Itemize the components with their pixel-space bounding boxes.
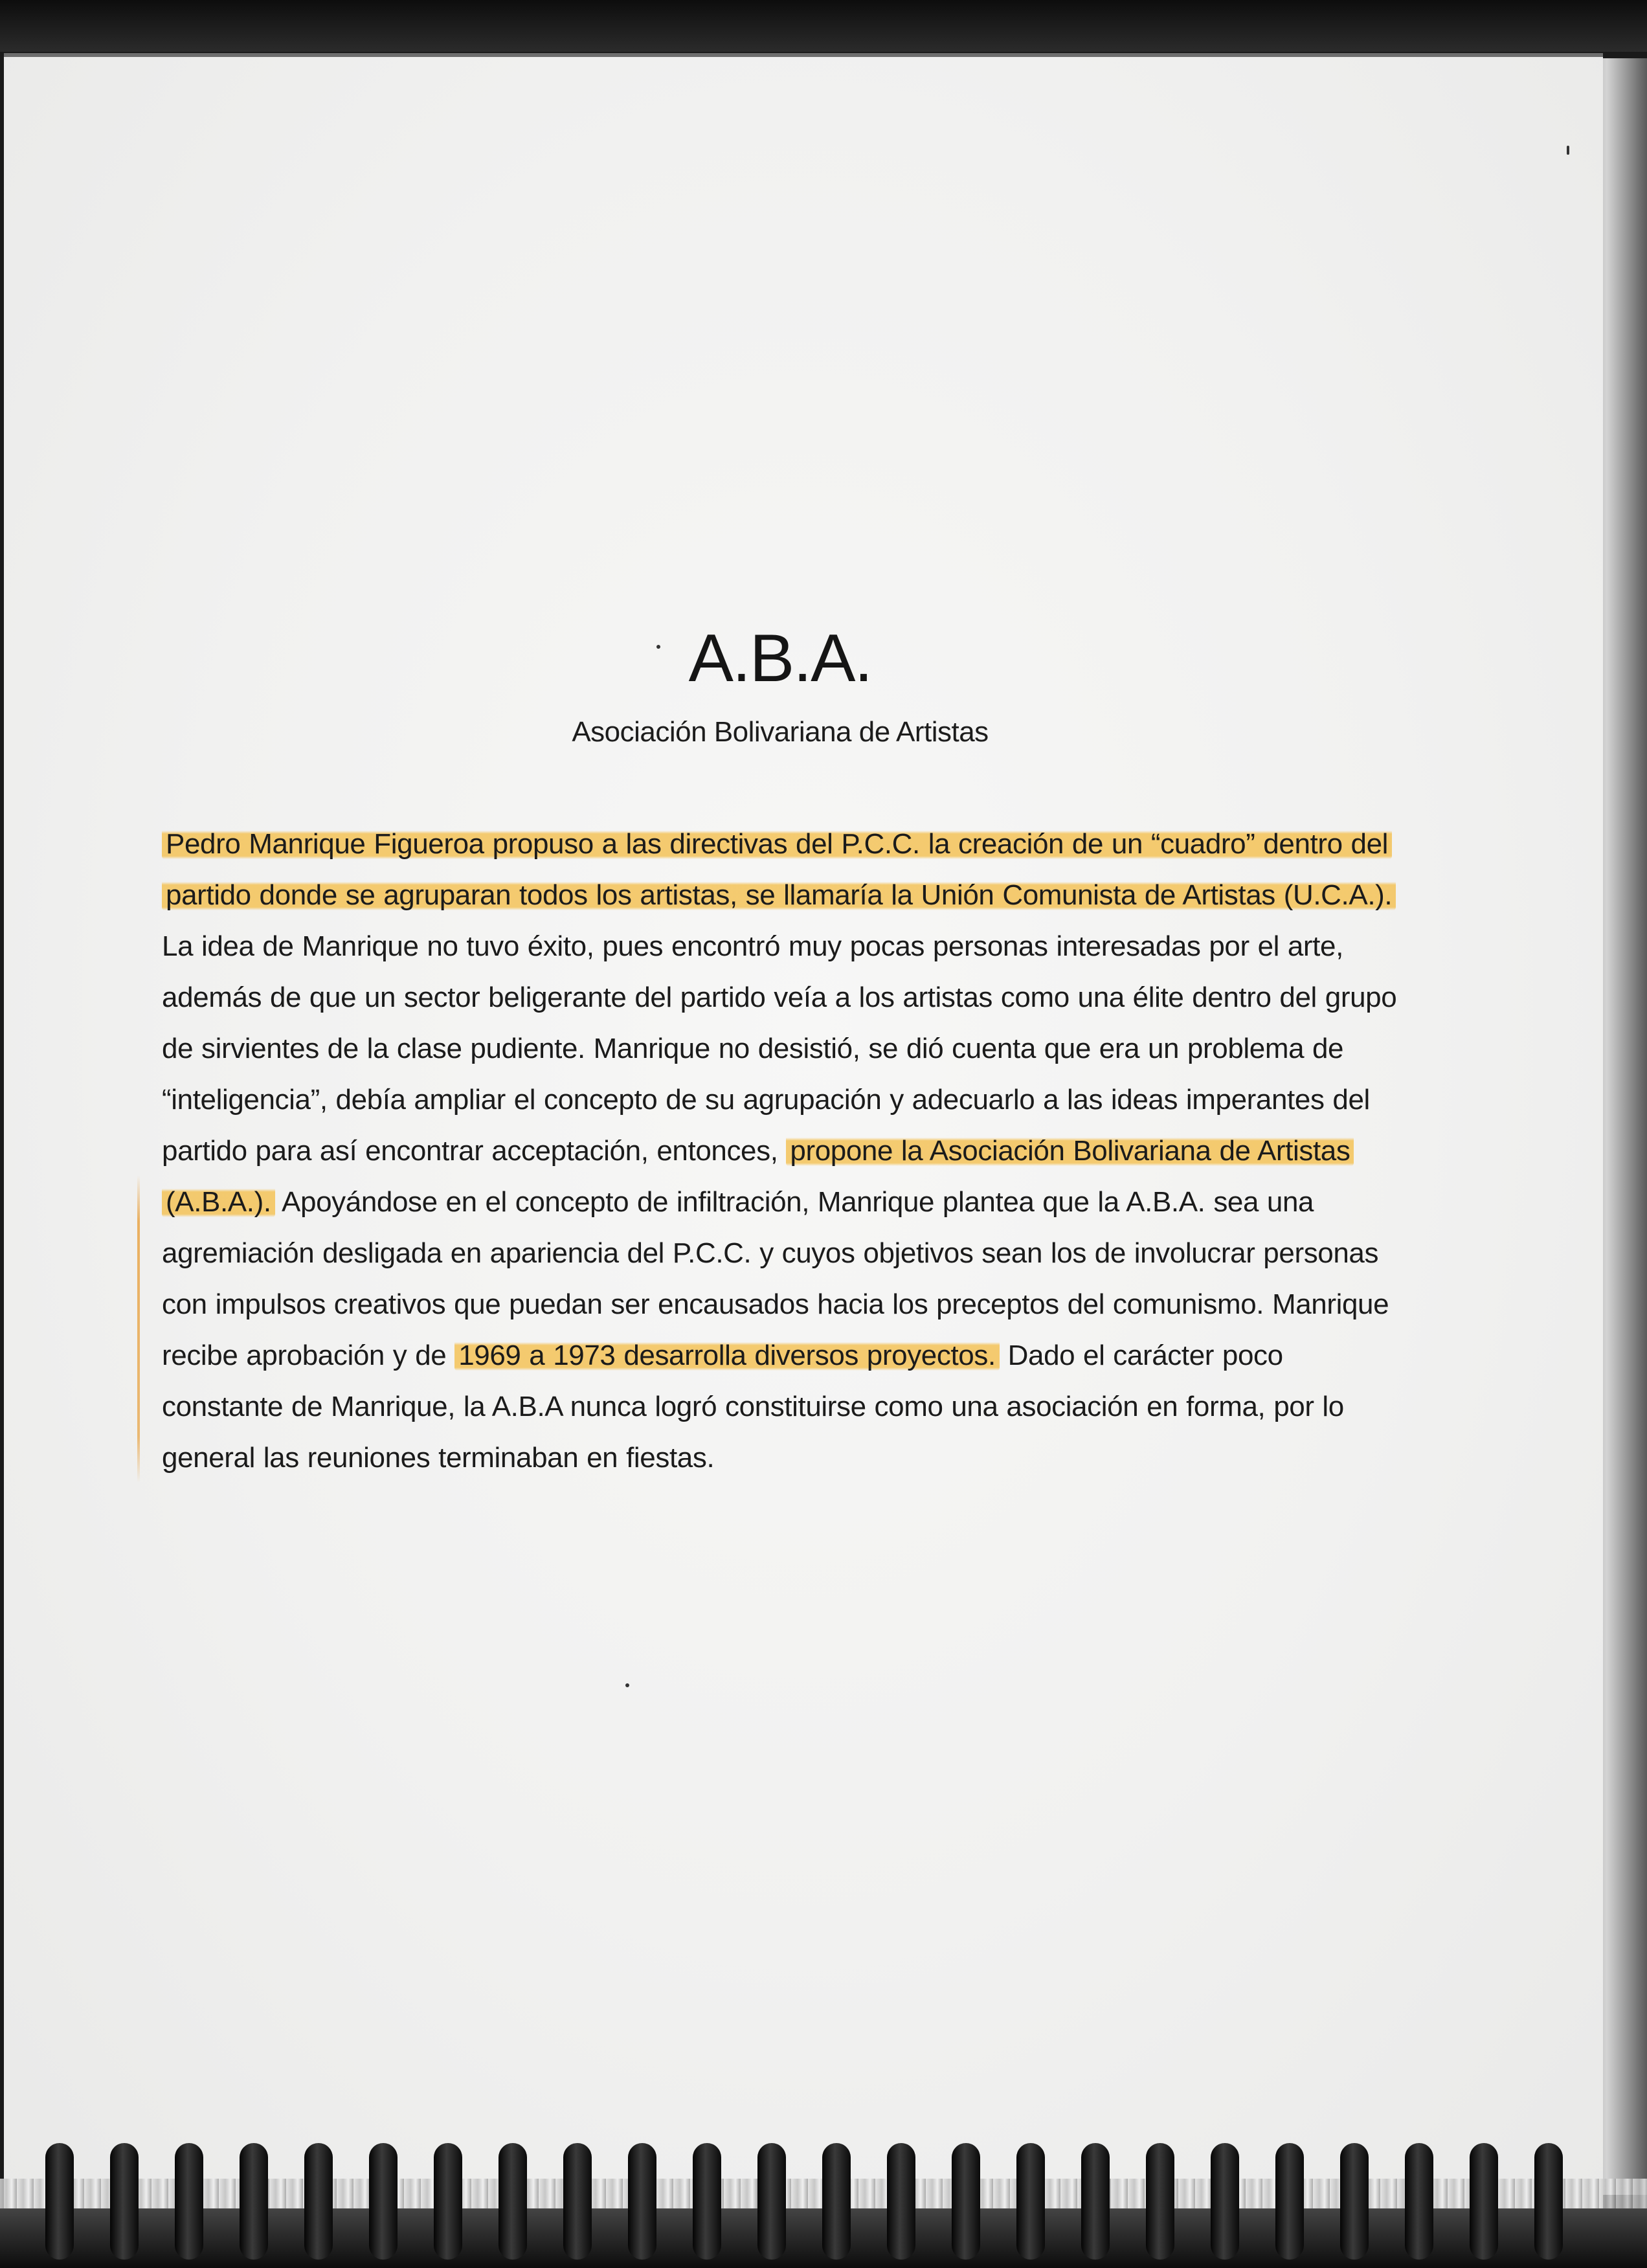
speck — [1567, 146, 1569, 155]
binder-top-edge — [0, 0, 1647, 52]
binding-ring — [628, 2143, 656, 2260]
binding-ring — [887, 2143, 915, 2260]
binding-ring — [1081, 2143, 1110, 2260]
binding-ring — [175, 2143, 203, 2260]
highlighted-text: propone la Asociación Bolivariana de Artistas (A.B.A.). — [162, 1135, 1354, 1218]
binding-ring — [434, 2143, 462, 2260]
highlighted-text: 1969 a 1973 desarrolla diversos proyectos. — [454, 1340, 1000, 1371]
binding-ring — [369, 2143, 398, 2260]
binding-ring — [1470, 2143, 1498, 2260]
spiral-binding — [0, 2130, 1647, 2268]
binding-ring — [110, 2143, 139, 2260]
binding-ring — [822, 2143, 851, 2260]
body-text-segment: Dado el carácter poco constante de Manrique, la A.B.A nunca logró constituirse como una asociación en forma, por lo general las reuniones terminaban en fiestas. — [162, 1340, 1344, 1474]
body-text-segment: La idea de Manrique no tuvo éxito, pues encontró muy pocas personas interesadas por el arte, además de que un sector beligerante del partido veía a los artistas como una élite dentro del grupo de sirvientes de la clase pudiente. Manrique no desistió, se dió cuenta que era un problema de “inteligencia”, debía ampliar el concepto de su agrupación y adecuarlo a las ideas imperantes del partido para así encontrar acceptación, entonces, — [162, 930, 1397, 1167]
binding-ring — [1275, 2143, 1304, 2260]
binding-ring — [757, 2143, 786, 2260]
binding-ring — [1016, 2143, 1045, 2260]
binding-ring — [1405, 2143, 1433, 2260]
margin-highlight-mark — [137, 1175, 140, 1483]
body-paragraph — [162, 818, 1398, 1483]
binding-ring — [693, 2143, 721, 2260]
binding-ring — [563, 2143, 592, 2260]
binding-ring — [1340, 2143, 1369, 2260]
speck — [625, 1683, 629, 1687]
page-title: A.B.A. — [688, 621, 872, 696]
binding-ring — [499, 2143, 527, 2260]
binding-ring — [1146, 2143, 1174, 2260]
binding-ring — [1534, 2143, 1563, 2260]
binding-ring — [952, 2143, 980, 2260]
binding-ring — [304, 2143, 333, 2260]
binding-ring — [240, 2143, 268, 2260]
binding-ring — [45, 2143, 74, 2260]
page-subtitle: Asociación Bolivariana de Artistas — [572, 716, 989, 748]
highlighted-text: Pedro Manrique Figueroa propuso a las directivas del P.C.C. la creación de un “cuadro” dentro del partido donde se agruparan todos los artistas, se llamaría la Unión Comunista de Artistas (U.C.A.). — [162, 828, 1396, 911]
document-content — [162, 622, 1398, 1512]
body-text-segment: Apoyándose en el concepto de infiltración, Manrique plantea que la A.B.A. sea una agremiación desligada en apariencia del P.C.C. y cuyos objetivos sean los de involucrar personas con impulsos creativos que puedan ser encausados hacia los preceptos del comunismo. Manrique recibe aprobación y de — [162, 1186, 1389, 1372]
binding-ring — [1211, 2143, 1239, 2260]
